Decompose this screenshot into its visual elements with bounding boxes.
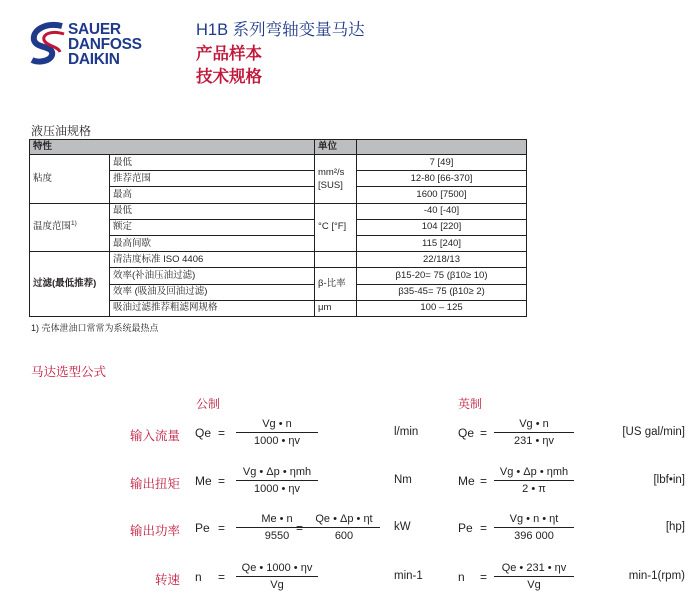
equals-sign: =	[218, 570, 226, 584]
fraction-numerator: Qe • 1000 • ηv	[236, 562, 318, 577]
imperial-heading: 英制	[458, 397, 483, 411]
fraction-numerator: Qe • 231 • ηv	[494, 562, 574, 577]
fraction-denominator: 231 • ηv	[514, 435, 554, 447]
fraction-numerator: Qe • Δp • ηt	[308, 513, 380, 528]
fraction-denominator: 396 000	[514, 530, 554, 542]
row-name: 效率(补油压油过滤)	[110, 268, 315, 284]
metric-unit: min-1	[394, 570, 423, 582]
fraction-numerator: Vg • n	[236, 418, 318, 433]
equals-sign: =	[480, 570, 488, 584]
formula-fraction	[236, 418, 318, 447]
row-name: 清洁度标准 ISO 4406	[110, 252, 315, 268]
imperial-unit: [lbf•in]	[653, 474, 685, 486]
viscosity-unit: mm²/s [SUS]	[315, 155, 357, 204]
fraction-numerator: Vg • Δp • ηmh	[494, 466, 574, 481]
metric-unit: kW	[394, 521, 411, 533]
row-name: 额定	[110, 219, 315, 235]
section-heading: 技术规格	[196, 68, 262, 86]
fraction-denominator: 2 • π	[522, 483, 546, 495]
col-value	[357, 140, 527, 155]
temperature-label: 温度范围$^{1)}$	[30, 203, 110, 252]
metric-unit: Nm	[394, 474, 412, 486]
equals-sign: =	[218, 474, 226, 488]
document-subtitle: 产品样本	[196, 45, 262, 63]
logo-mark-icon	[28, 20, 68, 68]
formula-fraction	[236, 562, 318, 591]
row-value: 1600 [7500]	[357, 187, 527, 203]
imperial-unit: min-1(rpm)	[628, 570, 685, 582]
fraction-denominator: 9550	[264, 530, 290, 542]
row-value: 7 [49]	[357, 155, 527, 171]
fraction-numerator: Vg • Δp • ηmh	[236, 466, 318, 481]
row-value: β35-45= 75 (β10≥ 2)	[357, 284, 527, 300]
formula-symbol: Pe	[195, 521, 210, 535]
equals-sign: =	[480, 474, 488, 488]
fraction-numerator: Vg • n	[494, 418, 574, 433]
equals-sign: =	[296, 521, 304, 535]
fraction-numerator: Vg • n • ηt	[494, 513, 574, 528]
row-name: 最高间歇	[110, 235, 315, 251]
footnote-marker: 1)	[71, 220, 77, 228]
formula-fraction	[236, 513, 318, 542]
table-header-row	[30, 140, 527, 155]
brand-sauer: SAUER	[68, 21, 121, 38]
formula-symbol: n	[195, 570, 202, 584]
row-name: 吸油过滤推荐粗滤网规格	[110, 300, 315, 316]
beta-ratio-unit: β-比率	[315, 268, 357, 300]
imperial-unit: [hp]	[665, 521, 685, 533]
row-unit	[315, 252, 357, 268]
formula-fraction	[494, 513, 574, 542]
row-name: 推荐范围	[110, 171, 315, 187]
formula-symbol: Me	[458, 474, 475, 488]
company-logo	[28, 18, 178, 70]
formula-symbol: n	[458, 570, 465, 584]
row-name: 最低	[110, 155, 315, 171]
filtration-label: 过滤(最低推荐)	[30, 252, 110, 317]
formula-label: 输出功率	[129, 524, 180, 538]
document-title: H1B 系列弯轴变量马达	[196, 21, 365, 39]
formula-label: 转速	[154, 573, 180, 587]
brand-danfoss: DANFOSS	[68, 36, 142, 53]
imperial-unit: [US gal/min]	[622, 426, 685, 438]
fraction-numerator: Me • n	[236, 513, 318, 528]
fraction-denominator: 1000 • ηv	[253, 483, 301, 495]
row-unit: μm	[315, 300, 357, 316]
formula-section-title: 马达选型公式	[31, 365, 107, 379]
formula-symbol: Qe	[195, 426, 212, 440]
formula-label: 输出扭矩	[129, 477, 180, 491]
row-name: 最高	[110, 187, 315, 203]
equals-sign: =	[218, 426, 226, 440]
equals-sign: =	[480, 426, 488, 440]
row-value: 115 [240]	[357, 235, 527, 251]
fraction-denominator: Vg	[270, 579, 284, 591]
formula-fraction	[494, 562, 574, 591]
formula-symbol: Me	[195, 474, 212, 488]
formula-fraction	[308, 513, 380, 542]
viscosity-label: 粘度	[30, 155, 110, 204]
footnote: 1) 壳体泄油口常常为系统最热点	[31, 323, 159, 333]
fraction-denominator: 600	[334, 530, 354, 542]
col-unit: 单位	[315, 140, 357, 155]
table-row	[30, 203, 527, 219]
row-value: 12-80 [66-370]	[357, 171, 527, 187]
row-value: -40 [-40]	[357, 203, 527, 219]
metric-heading: 公制	[196, 397, 221, 411]
equals-sign: =	[218, 521, 226, 535]
fluid-spec-table	[29, 139, 527, 317]
metric-unit: l/min	[394, 426, 419, 438]
table-row	[30, 155, 527, 171]
row-value: 22/18/13	[357, 252, 527, 268]
row-value: β15-20= 75 (β10≥ 10)	[357, 268, 527, 284]
row-value: 104 [220]	[357, 219, 527, 235]
table-row	[30, 252, 527, 268]
formula-fraction	[236, 466, 318, 495]
spec-section-title: 液压油规格	[31, 124, 92, 138]
equals-sign: =	[480, 521, 488, 535]
formula-label: 输入流量	[129, 429, 180, 443]
formula-symbol: Qe	[458, 426, 475, 440]
formula-fraction	[494, 418, 574, 447]
formula-symbol: Pe	[458, 521, 473, 535]
fraction-denominator: Vg	[527, 579, 541, 591]
temperature-unit: °C [°F]	[315, 203, 357, 252]
row-name: 效率 (吸油及回油过滤)	[110, 284, 315, 300]
formula-fraction	[494, 466, 574, 495]
col-feature: 特性	[30, 140, 315, 155]
row-value: 100 – 125	[357, 300, 527, 316]
brand-daikin: DAIKIN	[68, 51, 120, 68]
row-name: 最低	[110, 203, 315, 219]
fraction-denominator: 1000 • ηv	[253, 435, 301, 447]
